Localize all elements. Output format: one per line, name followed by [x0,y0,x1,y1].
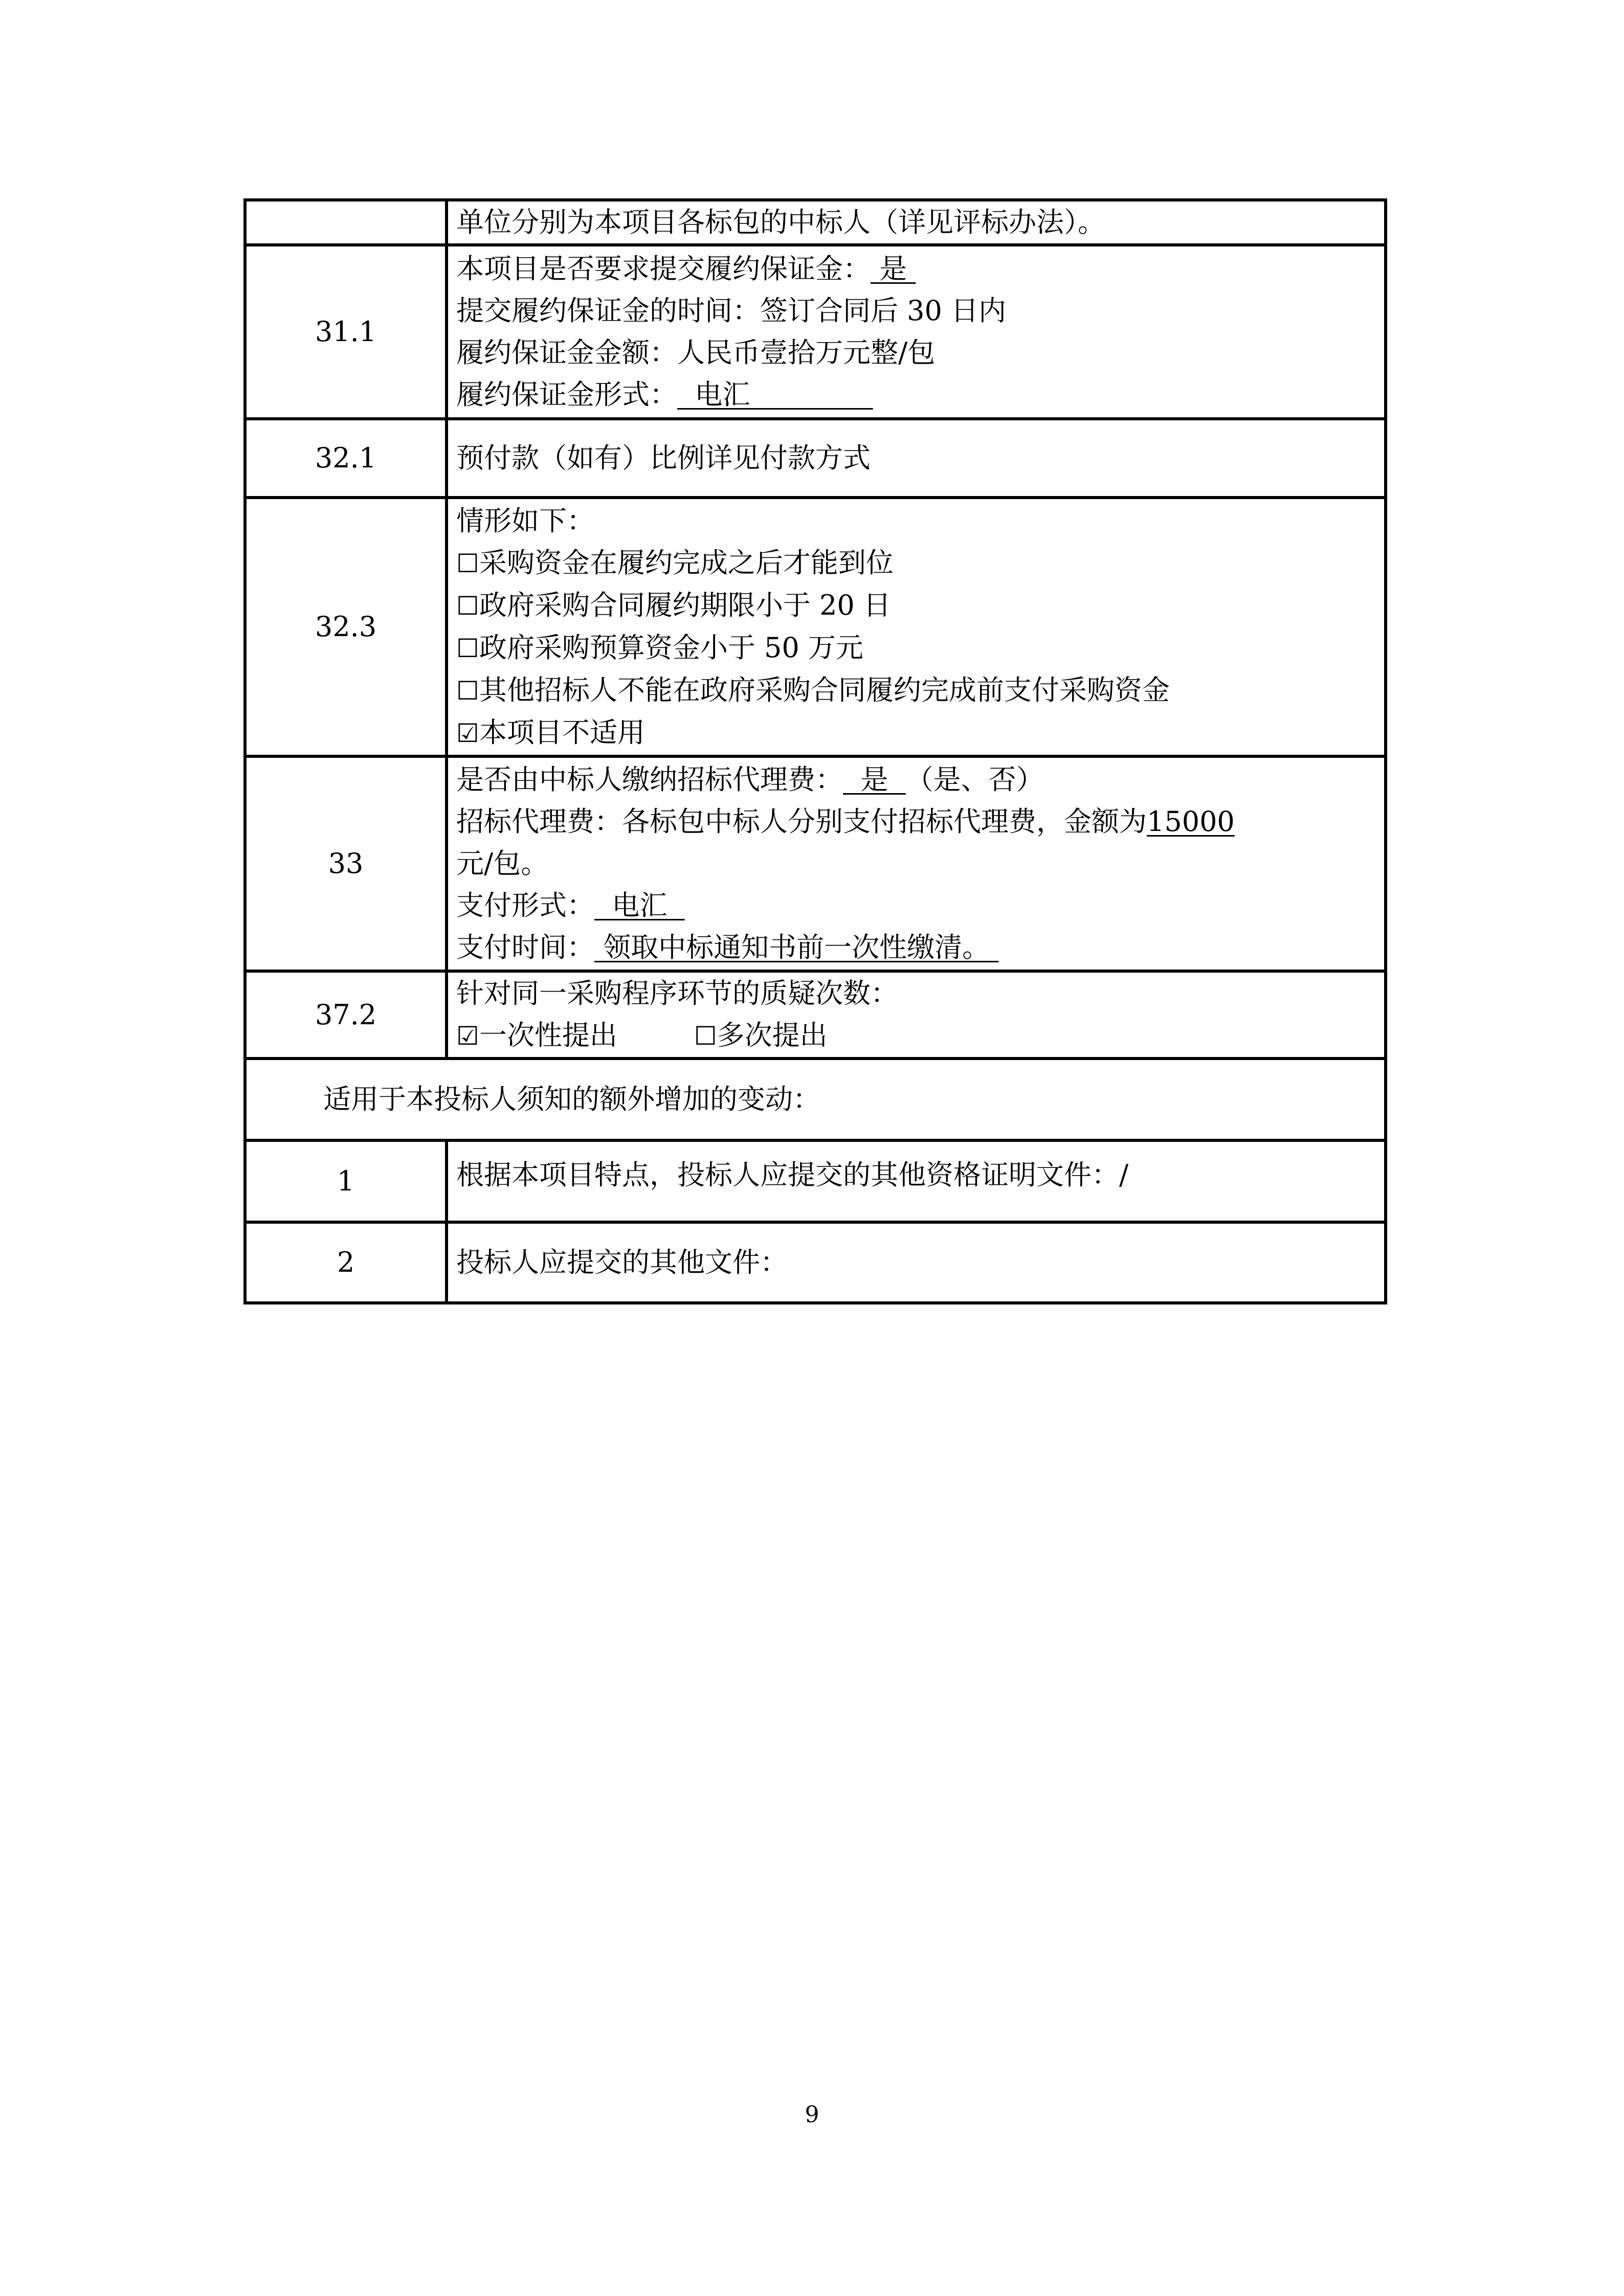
checkbox-option: ☐其他招标人不能在政府采购合同履约完成前支付采购资金 [456,673,1170,706]
payment-form-line: 支付形式： 电汇 [456,889,685,921]
row-number-cell: 32.1 [245,419,447,498]
span-heading-cell: 适用于本投标人须知的额外增加的变动： [245,1059,1386,1140]
situation-intro: 情形如下： [456,504,594,537]
performance-bond-form-value: 电汇 [677,378,873,411]
row-content-cell [447,1140,1386,1222]
table-row-33 [245,756,1386,971]
row-number-cell: 37.2 [245,971,447,1059]
challenge-count-intro: 针对同一采购程序环节的质疑次数： [456,977,898,1009]
agency-fee-amount-line: 招标代理费：各标包中标人分别支付招标代理费，金额为15000 [456,805,1235,838]
table-row-32-1 [245,419,1386,498]
checkbox-empty-icon: ☐ [456,591,479,621]
checkbox-option: ☐政府采购合同履约期限小于 20 日 [456,589,891,621]
payment-time-line: 支付时间： 领取中标通知书前一次性缴清。 [456,931,999,963]
other-docs-text: 投标人应提交的其他文件： [456,1246,788,1278]
checkbox-checked-icon: ☑ [456,718,479,748]
table-row-32-3 [245,498,1386,756]
checkbox-option: ☐政府采购预算资金小于 50 万元 [456,631,863,664]
table-row-continued [245,200,1386,245]
page-number: 9 [805,2102,819,2128]
payment-form-value: 电汇 [594,889,685,921]
row-number-cell: 33 [245,756,447,971]
checkbox-empty-icon: ☐ [456,548,479,578]
table-row-2 [245,1222,1386,1303]
checkbox-empty-icon: ☐ [456,676,479,706]
performance-bond-form-line: 履约保证金形式： 电汇 [456,378,873,411]
table-row-1 [245,1140,1386,1222]
checkbox-checked-icon: ☑ [456,1021,479,1051]
row-number-cell: 32.3 [245,498,447,756]
option-one-time: 一次性提出 [479,1019,617,1051]
row-content-cell [447,498,1386,756]
row-number-cell: 1 [245,1140,447,1222]
checkbox-empty-icon: ☐ [694,1021,717,1051]
checkbox-option: ☐采购资金在履约完成之后才能到位 [456,546,894,579]
checkbox-empty-icon: ☐ [456,633,479,663]
option-multiple-times: 多次提出 [717,1019,828,1051]
continued-text: 单位分别为本项目各标包的中标人（详见评标办法）。 [456,206,1105,238]
agency-fee-payer-line: 是否由中标人缴纳招标代理费： 是 （是、否） [456,763,1044,796]
row-content-cell [447,245,1386,419]
document-table [243,198,1387,1304]
row-number-cell: 2 [245,1222,447,1303]
row-number-cell [245,200,447,245]
agency-fee-amount-value: 15000 [1147,805,1235,838]
table-row-37-2 [245,971,1386,1059]
challenge-options [456,1015,1376,1057]
agency-fee-payer-value: 是 [843,763,906,796]
row-content-cell [447,419,1386,498]
advance-payment-text: 预付款（如有）比例详见付款方式 [456,442,871,474]
qualification-docs-text: 根据本项目特点，投标人应提交的其他资格证明文件：/ [456,1159,1129,1191]
performance-bond-amount-line: 履约保证金金额：人民币壹拾万元整/包 [456,336,936,369]
row-content-cell [447,971,1386,1059]
performance-bond-time-line: 提交履约保证金的时间：签订合同后 30 日内 [456,295,1007,327]
row-content-cell [447,756,1386,971]
table-row-31-1 [245,245,1386,419]
row-number-cell: 31.1 [245,245,447,419]
table-row-span [245,1059,1386,1140]
performance-bond-required-line: 本项目是否要求提交履约保证金： 是 [456,253,916,285]
agency-fee-unit-line: 元/包。 [456,847,549,880]
checkbox-option: ☑本项目不适用 [456,716,645,749]
row-content-cell [447,1222,1386,1303]
performance-bond-required-value: 是 [871,253,916,285]
payment-time-value: 领取中标通知书前一次性缴清。 [594,931,999,963]
row-content-cell [447,200,1386,245]
